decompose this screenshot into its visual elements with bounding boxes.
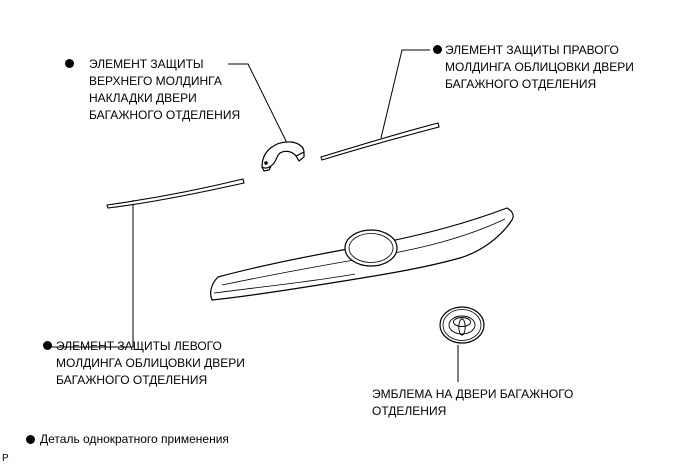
upper-molding-protector-part	[262, 142, 304, 171]
label-line: БАГАЖНОГО ОТДЕЛЕНИЯ	[445, 77, 597, 91]
figure-code: P	[2, 453, 9, 464]
left-molding-protector-part	[107, 179, 244, 208]
right-molding-protector-part	[321, 123, 439, 160]
label-line: ЭЛЕМЕНТ ЗАЩИТЫ ЛЕВОГО	[56, 339, 222, 353]
right-protector-bullet	[433, 45, 442, 54]
label-line: ЭЛЕМЕНТ ЗАЩИТЫ ПРАВОГО	[445, 43, 619, 57]
label-line: ЭМБЛЕМА НА ДВЕРИ БАГАЖНОГО	[372, 387, 574, 401]
left-protector-bullet	[43, 341, 52, 350]
label-line: ЭЛЕМЕНТ ЗАЩИТЫ	[89, 57, 204, 71]
label-line: МОЛДИНГА ОБЛИЦОВКИ ДВЕРИ	[445, 60, 634, 74]
label-line: НАКЛАДКИ ДВЕРИ	[89, 91, 197, 105]
label-line: БАГАЖНОГО ОТДЕЛЕНИЯ	[56, 373, 208, 387]
left-protector-label	[56, 338, 245, 389]
trunk-garnish-part	[211, 208, 514, 300]
emblem-part	[440, 307, 484, 343]
upper-protector-bullet	[65, 59, 74, 68]
upper-protector-label	[89, 56, 240, 124]
label-line: ВЕРХНЕГО МОЛДИНГА	[89, 74, 222, 88]
leader-left-protector	[48, 200, 133, 347]
legend-text: Деталь однократного применения	[40, 432, 229, 446]
legend-bullet	[26, 435, 35, 444]
label-line: МОЛДИНГА ОБЛИЦОВКИ ДВЕРИ	[56, 356, 245, 370]
label-line: ОТДЕЛЕНИЯ	[372, 404, 447, 418]
leader-right-protector	[381, 50, 430, 138]
right-protector-label	[445, 42, 634, 93]
legend	[40, 432, 229, 447]
label-line: БАГАЖНОГО ОТДЕЛЕНИЯ	[89, 108, 241, 122]
emblem-label	[372, 386, 573, 420]
